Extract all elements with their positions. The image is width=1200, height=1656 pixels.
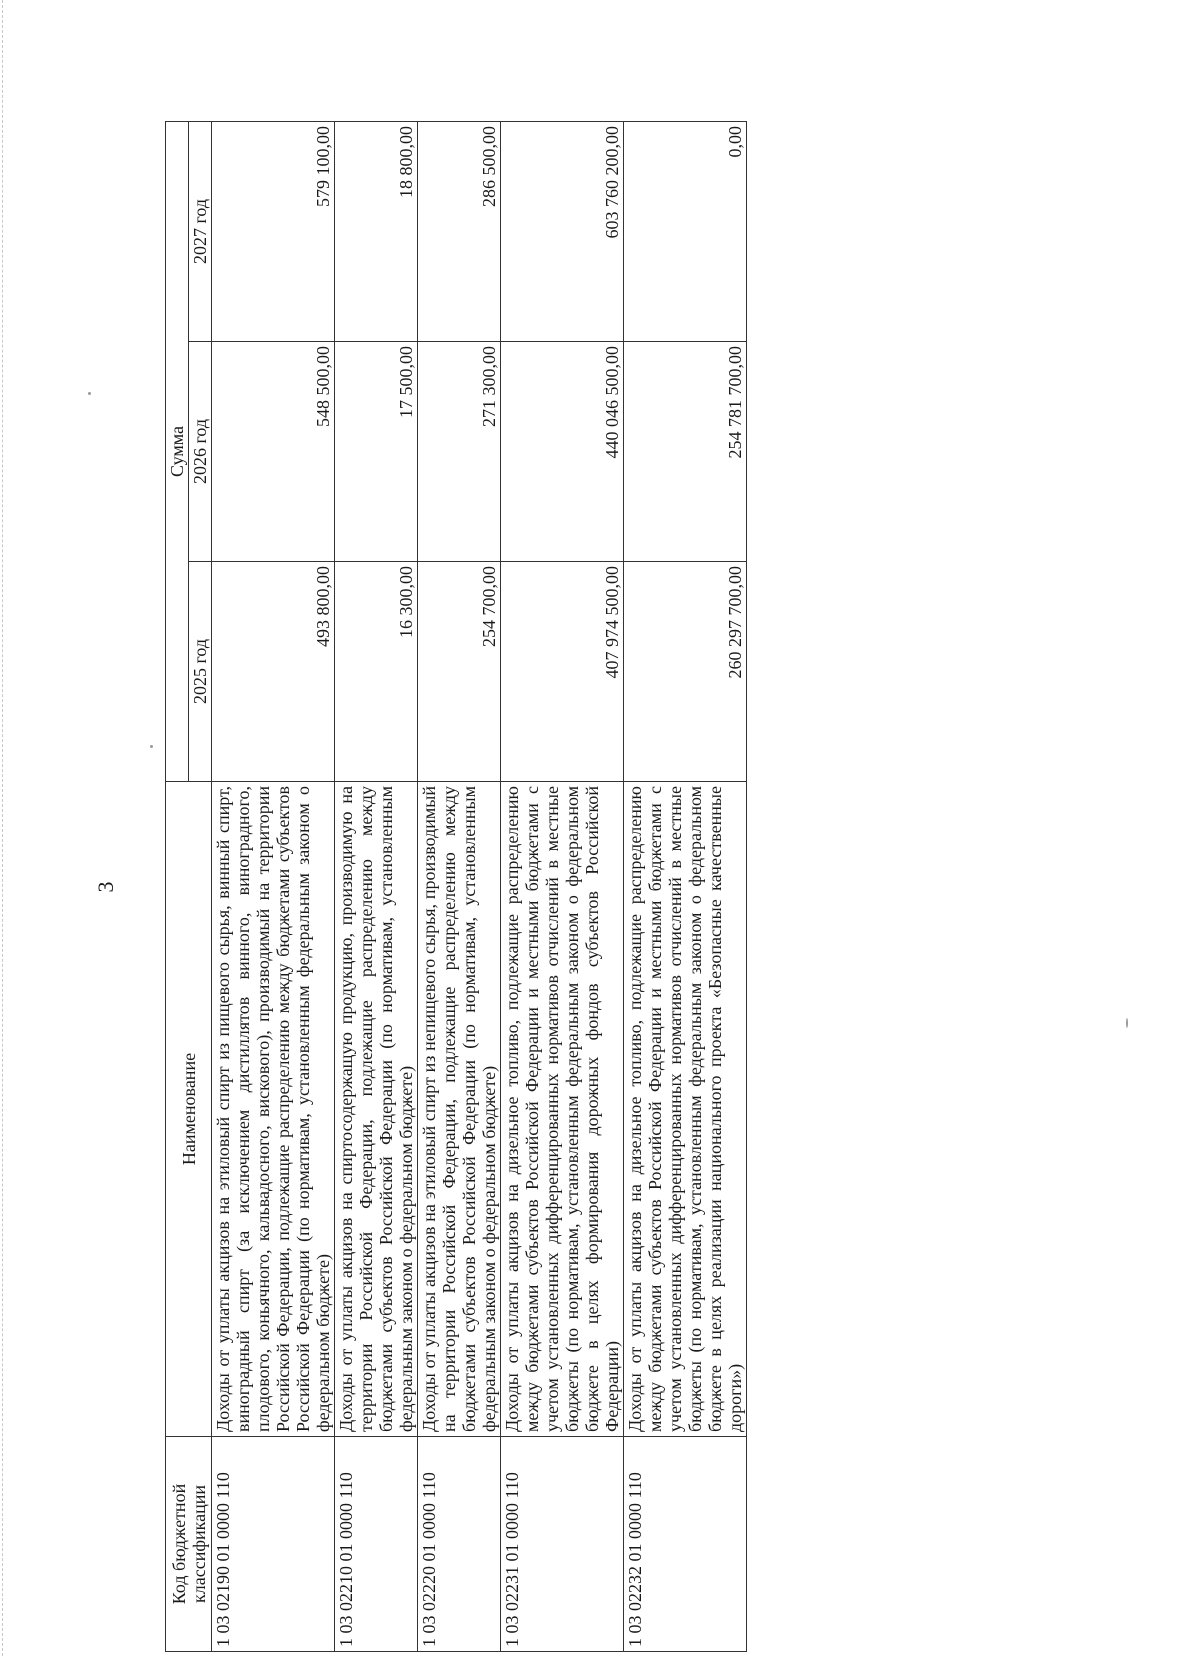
row-code: 1 03 02220 01 0000 110 (418, 1437, 501, 1652)
row-sum-2025: 16 300,00 (335, 562, 418, 782)
row-code: 1 03 02210 01 0000 110 (335, 1437, 418, 1652)
row-name: Доходы от уплаты акцизов на дизельное топливо, подлежащие распределению между бюджетами субъектов Российской Федерации и местными бюджетами с учетом установленных дифференцированных нормативов отчислений в местные бюджеты (по нормативам, установленным федеральным законом о федеральном бюджете в целях реализации национального проекта «Безопасные качественные дороги») (624, 782, 747, 1437)
header-year-2026: 2026 год (189, 342, 212, 562)
header-sum: Сумма (166, 121, 189, 781)
header-year-2025: 2025 год (189, 562, 212, 782)
row-name: Доходы от уплаты акцизов на этиловый спирт из непищевого сырья, производимый на территории Российской Федерации, подлежащие распределению между бюджетами субъектов Российской Федерации (по нормативам, установленным федеральным законом о федеральном бюджете) (418, 782, 501, 1437)
row-sum-2027: 18 800,00 (335, 121, 418, 341)
row-sum-2025: 493 800,00 (212, 562, 335, 782)
table-row (501, 121, 624, 1651)
header-code: Код бюджетной классификации (166, 1437, 212, 1652)
scan-speck (150, 745, 153, 748)
row-sum-2027: 579 100,00 (212, 121, 335, 341)
row-sum-2027: 603 760 200,00 (501, 121, 624, 341)
page-number: 3 (93, 881, 118, 893)
table-row (624, 121, 747, 1651)
table-row (212, 121, 335, 1651)
budget-table (165, 121, 747, 1652)
row-code: 1 03 02190 01 0000 110 (212, 1437, 335, 1652)
header-year-2027: 2027 год (189, 121, 212, 341)
row-name: Доходы от уплаты акцизов на дизельное топливо, подлежащие распределению между бюджетами субъектов Российской Федерации и местными бюджетами с учетом установленных дифференцированных нормативов отчислений в местные бюджеты (по нормативам, установленным федеральным законом о федеральном бюджете в целях формирования дорожных фондов субъектов Российской Федерации) (501, 782, 624, 1437)
row-sum-2025: 260 297 700,00 (624, 562, 747, 782)
row-sum-2025: 407 974 500,00 (501, 562, 624, 782)
row-sum-2026: 271 300,00 (418, 342, 501, 562)
scan-speck (1126, 1018, 1128, 1028)
row-sum-2026: 17 500,00 (335, 342, 418, 562)
table-row (335, 121, 418, 1651)
header-name: Наименование (166, 782, 212, 1437)
header-row (166, 121, 189, 1651)
row-name: Доходы от уплаты акцизов на этиловый спирт из пищевого сырья, винный спирт, виноградный спирт (за исключением дистиллятов винного, виноградного, плодового, коньячного, кальвадосного, вискового), производимый на территории Российской Федерации, подлежащие распределению между бюджетами субъектов Российской Федерации (по нормативам, установленным федеральным законом о федеральном бюджете) (212, 782, 335, 1437)
row-sum-2026: 548 500,00 (212, 342, 335, 562)
row-code: 1 03 02231 01 0000 110 (501, 1437, 624, 1652)
row-sum-2026: 254 781 700,00 (624, 342, 747, 562)
row-sum-2025: 254 700,00 (418, 562, 501, 782)
scan-edge-line (2, 0, 3, 1656)
row-name: Доходы от уплаты акцизов на спиртосодержащую продукцию, производимую на территории Российской Федерации, подлежащие распределению между бюджетами субъектов Российской Федерации (по нормативам, установленным федеральным законом о федеральном бюджете) (335, 782, 418, 1437)
scan-speck (88, 392, 91, 395)
row-sum-2027: 286 500,00 (418, 121, 501, 341)
table-row (418, 121, 501, 1651)
row-sum-2027: 0,00 (624, 121, 747, 341)
row-sum-2026: 440 046 500,00 (501, 342, 624, 562)
rotated-page (93, 122, 945, 1652)
row-code: 1 03 02232 01 0000 110 (624, 1437, 747, 1652)
